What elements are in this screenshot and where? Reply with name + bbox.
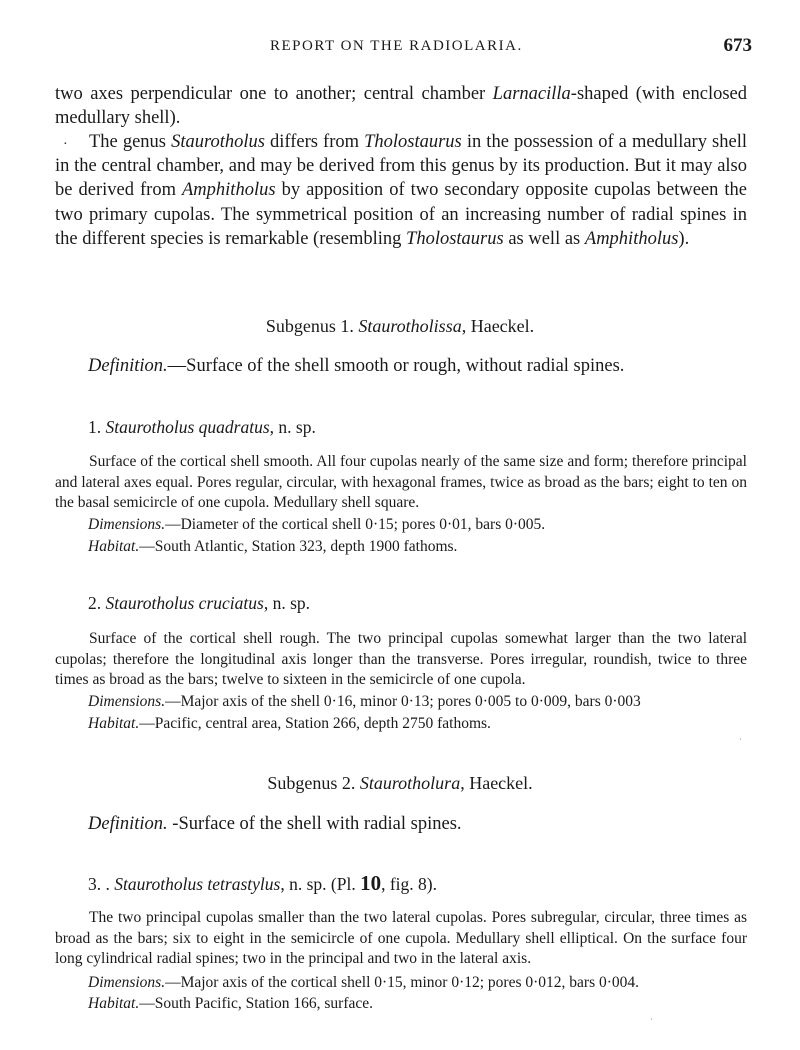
species-2-description: Surface of the cortical shell rough. The two principal cupolas somewhat larger than the two lateral cupolas; therefore the longitudinal axis longer than the transverse. Pores irregular, roundish, twice to three times as broad as the bars; twelve to sixteen in the semicircle of one cupola. bbox=[55, 630, 747, 688]
species-2-heading: 2. Staurotholus cruciatus, n. sp. bbox=[88, 593, 310, 613]
subgenus-1-definition: Definition.—Surface of the shell smooth or rough, without radial spines. bbox=[88, 356, 625, 376]
species-1-heading: 1. Staurotholus quadratus, n. sp. bbox=[88, 417, 316, 437]
subgenus-1-heading: Subgenus 1. Staurotholissa, Haeckel. bbox=[265, 316, 535, 336]
species-1-dimensions: Dimensions.—Diameter of the cortical shell 0·15; pores 0·01, bars 0·005. bbox=[88, 516, 546, 533]
intro-paragraph-2: The genus Staurotholus differs from Tholostaurus in the possession of a medullary shell in the central chamber, and may be derived from this genus by its production. But it may also be derived from Amphitholus by apposition of two secondary opposite cupolas between the two primary cupolas. The symmetrical position of an increasing number of radial spines in the different species is remarkable (resembling Tholostaurus as well as Amphitholus). bbox=[55, 132, 747, 249]
running-head: REPORT ON THE RADIOLARIA. bbox=[270, 38, 523, 54]
page-header bbox=[0, 35, 800, 62]
species-1-description: Surface of the cortical shell smooth. All four cupolas nearly of the same size and form; therefore principal and lateral axes equal. Pores regular, circular, with hexagonal frames, twice as broad as the bars; eight to ten on the basal semicircle of one cupola. Medullary shell square. bbox=[55, 453, 747, 511]
species-2-dimensions: Dimensions.—Major axis of the shell 0·16, minor 0·13; pores 0·005 to 0·009, bars 0·003 bbox=[88, 693, 641, 710]
species-3-habitat: Habitat.—South Pacific, Station 166, surface. bbox=[88, 995, 373, 1012]
species-2-habitat: Habitat.—Pacific, central area, Station 266, depth 2750 fathoms. bbox=[88, 715, 491, 732]
print-speck: · bbox=[739, 735, 742, 744]
subgenus-2-definition: Definition. -Surface of the shell with radial spines. bbox=[88, 814, 462, 834]
print-speck: · bbox=[650, 1015, 653, 1024]
species-3-dimensions: Dimensions.—Major axis of the cortical shell 0·15, minor 0·12; pores 0·012, bars 0·004. bbox=[88, 974, 640, 991]
species-3-description: The two principal cupolas smaller than the two lateral cupolas. Pores subregular, circular, three times as broad as the bars; six to eight in the semicircle of one cupola. Medullary shell elliptical. On the surface four long cylindrical radial spines; two in the principal and two in the lateral axis. bbox=[55, 909, 747, 967]
margin-dot: · bbox=[63, 137, 68, 152]
species-1-habitat: Habitat.—South Atlantic, Station 323, depth 1900 fathoms. bbox=[88, 538, 458, 555]
page-number: 673 bbox=[723, 35, 752, 56]
intro-paragraph-1: two axes perpendicular one to another; central chamber Larnacilla-shaped (with enclosed medullary shell). bbox=[55, 84, 747, 129]
subgenus-2-heading: Subgenus 2. Staurotholura, Haeckel. bbox=[267, 773, 533, 793]
species-3-heading: 3. . Staurotholus tetrastylus, n. sp. (Pl. 10, fig. 8). bbox=[88, 871, 437, 895]
